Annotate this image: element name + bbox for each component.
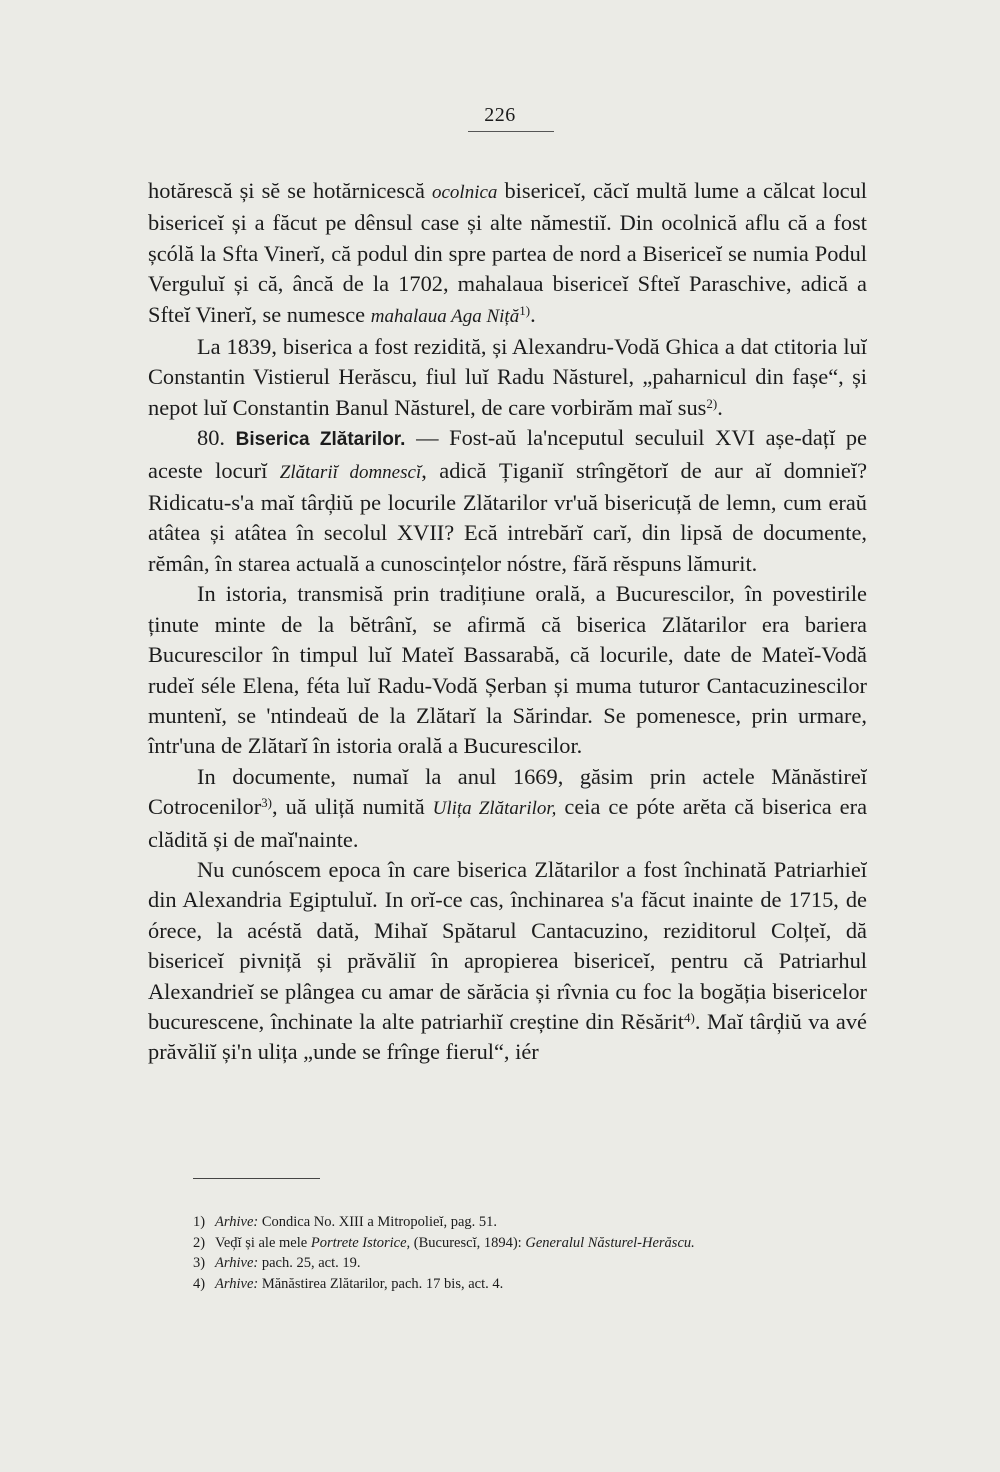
paragraph: [148, 579, 867, 761]
italic-text: Zlătariĭ domnescĭ: [279, 461, 422, 483]
footnote-italic-text: Arhive:: [215, 1275, 259, 1292]
paragraph-text: , uă uliță numită: [272, 794, 433, 820]
paragraph-text: , adică Țiganiĭ strîngĕtorĭ de aur aĭ domnieĭ? Ridicatu-s'a maĭ târḑiŭ pe locurile Zlătarilor vr'uă bisericuță de lemn, cum eraŭ atâtea și atâtea în secolul XVII? Ecă intrebărĭ carĭ, din lipsă de documente, rĕmân, în starea actuală a cunoscințelor nóstre, fără rĕspuns lămurit.: [148, 457, 868, 576]
page-number: 226: [484, 104, 516, 126]
footnote-ref: 4): [684, 1009, 695, 1025]
paragraph-text: . Maĭ târḑiŭ va avé prăvăliĭ și'n ulița „unde se frînge fierul“, iér: [148, 1008, 867, 1065]
footnote-italic-text: Arhive:: [215, 1255, 259, 1271]
italic-text: mahalaua Aga Niță: [370, 305, 520, 327]
paragraph-text: ceia ce póte arĕta că biserica era clădită și de maĭ'nainte.: [148, 794, 868, 852]
section-heading: Biserica Zlătarilor.: [235, 429, 406, 451]
footnote-italic-text: Generalul Năsturel-Herăscu.: [525, 1234, 695, 1251]
paragraph: [148, 423, 867, 579]
footnote-ref: 3): [261, 795, 273, 811]
paragraph-text: La 1839, biserica a fost rezidită, și Alexandru-Vodă Ghica a dat ctitoria luĭ Constantin Vistierul Herăscu, fiul luĭ Radu Năsturel, „paharnicul din fașe“, și nepot luĭ Constantin Banul Năsturel, de care vorbirăm maĭ sus: [148, 334, 867, 420]
footnote-text: Veḑĭ și ale mele: [215, 1234, 311, 1251]
footnote-number: 1): [193, 1214, 206, 1230]
footnote-italic-text: Portrete Istorice,: [310, 1234, 411, 1251]
paragraph-text: In documente, numaĭ la anul 1669, găsim prin actele Mănăstireĭ Cotrocenilor: [148, 763, 867, 820]
footnote-number: 3): [193, 1255, 206, 1271]
paragraph-text: — Fost-aŭ la'nceputul seculuil XVI așe-dațĭ pe aceste locurĭ: [148, 425, 867, 483]
footnotes: [193, 1212, 893, 1294]
footnote-ref: 2): [706, 395, 718, 411]
footnote-text: Condica No. XIII a Mitropolieĭ, pag. 51.: [258, 1214, 498, 1230]
italic-text: Ulița Zlătarilor,: [432, 798, 557, 820]
footnote-text: pach. 25, act. 19.: [258, 1255, 361, 1271]
paragraph-text: Nu cunóscem epoca în care biserica Zlătarilor a fost închinată Patriarhieĭ din Alexandria Egiptuluĭ. In orĭ-ce cas, închinarea s'a făcut inainte de 1715, de órece, la acéstă dată, Mihaĭ Spătarul Cantacuzino, reziditorul Colțeĭ, dă bisericeĭ pivniță și prăvăliĭ în apropierea bisericeĭ, pentru că Patriarhul Alexandrieĭ se plângea cu amar de sărăcia și rîvnia cu foc la bogăția bisericelor bucurescene, închinate la alte patriarhiĭ creștine din Rĕsărit: [148, 856, 867, 1034]
paragraph: [148, 332, 867, 423]
footnote-text: (Bucurescĭ, 1894):: [410, 1234, 526, 1251]
footnote-number: 4): [193, 1275, 206, 1292]
footnote-separator: [193, 1178, 320, 1179]
footnote-number: 2): [193, 1234, 206, 1251]
paragraph-text: In istoria, transmisă prin tradițiune orală, a Bucurescilor, în povestirile ținute minte de la bĕtrânĭ, se afirmă că biserica Zlătarilor era bariera Bucurescilor în timpul luĭ Mateĭ Bassarabă, că locurile, date de Mateĭ-Vodă rudeĭ séle Elena, féta luĭ Radu-Vodă Șerban și muma tuturor Cantacuzinescilor muntenĭ, se 'ntindeaŭ de la Zlătarĭ la Sărindar. Se pomenesce, prin urmare, într'una de Zlătarĭ în istoria orală a Bucurescilor.: [148, 581, 867, 759]
paragraph-text: .: [717, 394, 723, 420]
footnote-italic-text: Arhive:: [215, 1214, 259, 1230]
footnote-text: Mănăstirea Zlătarilor, pach. 17 bis, act. 4.: [258, 1275, 504, 1292]
paragraph: [148, 762, 867, 855]
footnote: [193, 1212, 893, 1233]
footnote: [193, 1274, 893, 1295]
italic-text: ocolnica: [431, 182, 498, 203]
footnote-ref: 1): [519, 302, 531, 318]
paragraph: [148, 176, 867, 332]
paragraph: [148, 855, 867, 1068]
body-text: [148, 176, 867, 1068]
page-number-rule: [468, 131, 554, 132]
paragraph-text: .: [530, 301, 536, 327]
paragraph-text: hotărescă și sĕ se hotărnicescă: [148, 178, 432, 203]
footnote: [193, 1253, 893, 1274]
footnote: [193, 1233, 893, 1254]
paragraph-text: 80.: [197, 425, 236, 451]
paragraph-text: bisericeĭ, căcĭ multă lume a călcat locul bisericeĭ și a făcut pe dênsul case și alte nămestiĭ. Din ocolnică aflu că a fost șcólă la Sfta Vinerĭ, că podul din spre partea de nord a Bisericeĭ se numia Podul Verguluĭ și că, âncă de la 1702, mahalaua bisericeĭ Sfteĭ Paraschive, adică a Sfteĭ Vinerĭ, se numesce: [148, 178, 867, 327]
